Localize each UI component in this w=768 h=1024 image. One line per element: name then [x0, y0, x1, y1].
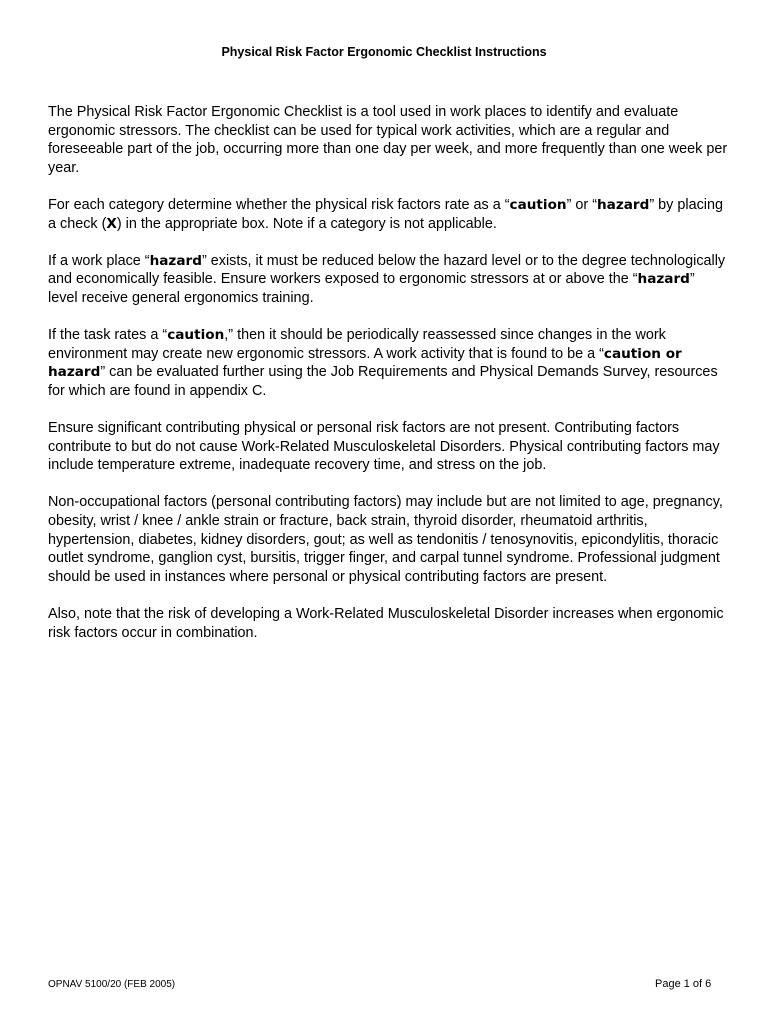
paragraph-combination-risk: Also, note that the risk of developing a Work-Related Musculoskeletal Disorder increases when ergonomic risk factors occur in combination.: [48, 606, 724, 641]
paragraph-caution: [48, 326, 728, 400]
paragraph-hazard: [48, 252, 728, 308]
text-run: ” or “: [566, 196, 597, 213]
paragraph-non-occupational-factors: Non-occupational factors (personal contributing factors) may include but are not limited to age, pregnancy, obesity, wrist / knee / ankle strain or fracture, back strain, thyroid disorder, rheumatoid arthritis, hypertension, diabetes, kidney disorders, gout; as well as tendonitis / tenosynovitis, epicondylitis, thoracic outlet syndrome, ganglion cyst, bursitis, trigger finger, and carpal tunnel syndrome. Professional judgment should be used in instances where personal or physical contributing factors are present.: [48, 494, 723, 585]
text-run: For each category determine whether the physical risk factors rate as a “: [48, 196, 510, 213]
paragraph-category-rating: [48, 196, 728, 233]
text-run: ) in the appropriate box. Note if a category is not applicable.: [116, 215, 497, 232]
text-run: If the task rates a “: [48, 327, 168, 344]
emphasis-check-mark: X: [106, 215, 117, 232]
footer-form-id: OPNAV 5100/20 (FEB 2005): [48, 979, 176, 990]
emphasis-hazard: hazard: [637, 271, 690, 288]
text-run: ” by placing a check (: [48, 196, 723, 232]
text-run: ” exists, it must be reduced below the hazard level or to the degree technologically and economically feasible. Ensure workers exposed to ergonomic stressors at or above the “: [48, 252, 726, 288]
emphasis-hazard: hazard: [149, 252, 202, 269]
emphasis-hazard: hazard: [597, 196, 650, 213]
emphasis-caution-or-hazard: caution or hazard: [48, 345, 682, 381]
document-body: [48, 103, 728, 661]
emphasis-caution: caution: [167, 327, 225, 344]
text-run: ,” then it should be periodically reassessed since changes in the work environment may create new ergonomic stressors. A work activity that is found to be a “: [48, 327, 666, 362]
text-run: If a work place “: [48, 252, 150, 269]
emphasis-caution: caution: [509, 196, 567, 213]
document-title: Physical Risk Factor Ergonomic Checklist Instructions: [221, 45, 547, 59]
text-run: ” can be evaluated further using the Job Requirements and Physical Demands Survey, resources for which are found in appendix C.: [48, 364, 718, 399]
paragraph-intro: The Physical Risk Factor Ergonomic Checklist is a tool used in work places to identify and evaluate ergonomic stressors. The checklist can be used for typical work activities, which are a regular and foreseeable part of the job, occurring more than one day per week, and more frequently than one week per year.: [48, 104, 728, 176]
text-run: ” level receive general ergonomics training.: [48, 271, 695, 306]
paragraph-contributing-factors: Ensure significant contributing physical or personal risk factors are not present. Contributing factors contribute to but do not cause Work-Related Musculoskeletal Disorders. Physical contributing factors may include temperature extreme, inadequate recovery time, and stress on the job.: [48, 420, 720, 474]
footer-page-number: Page 1 of 6: [655, 978, 712, 990]
